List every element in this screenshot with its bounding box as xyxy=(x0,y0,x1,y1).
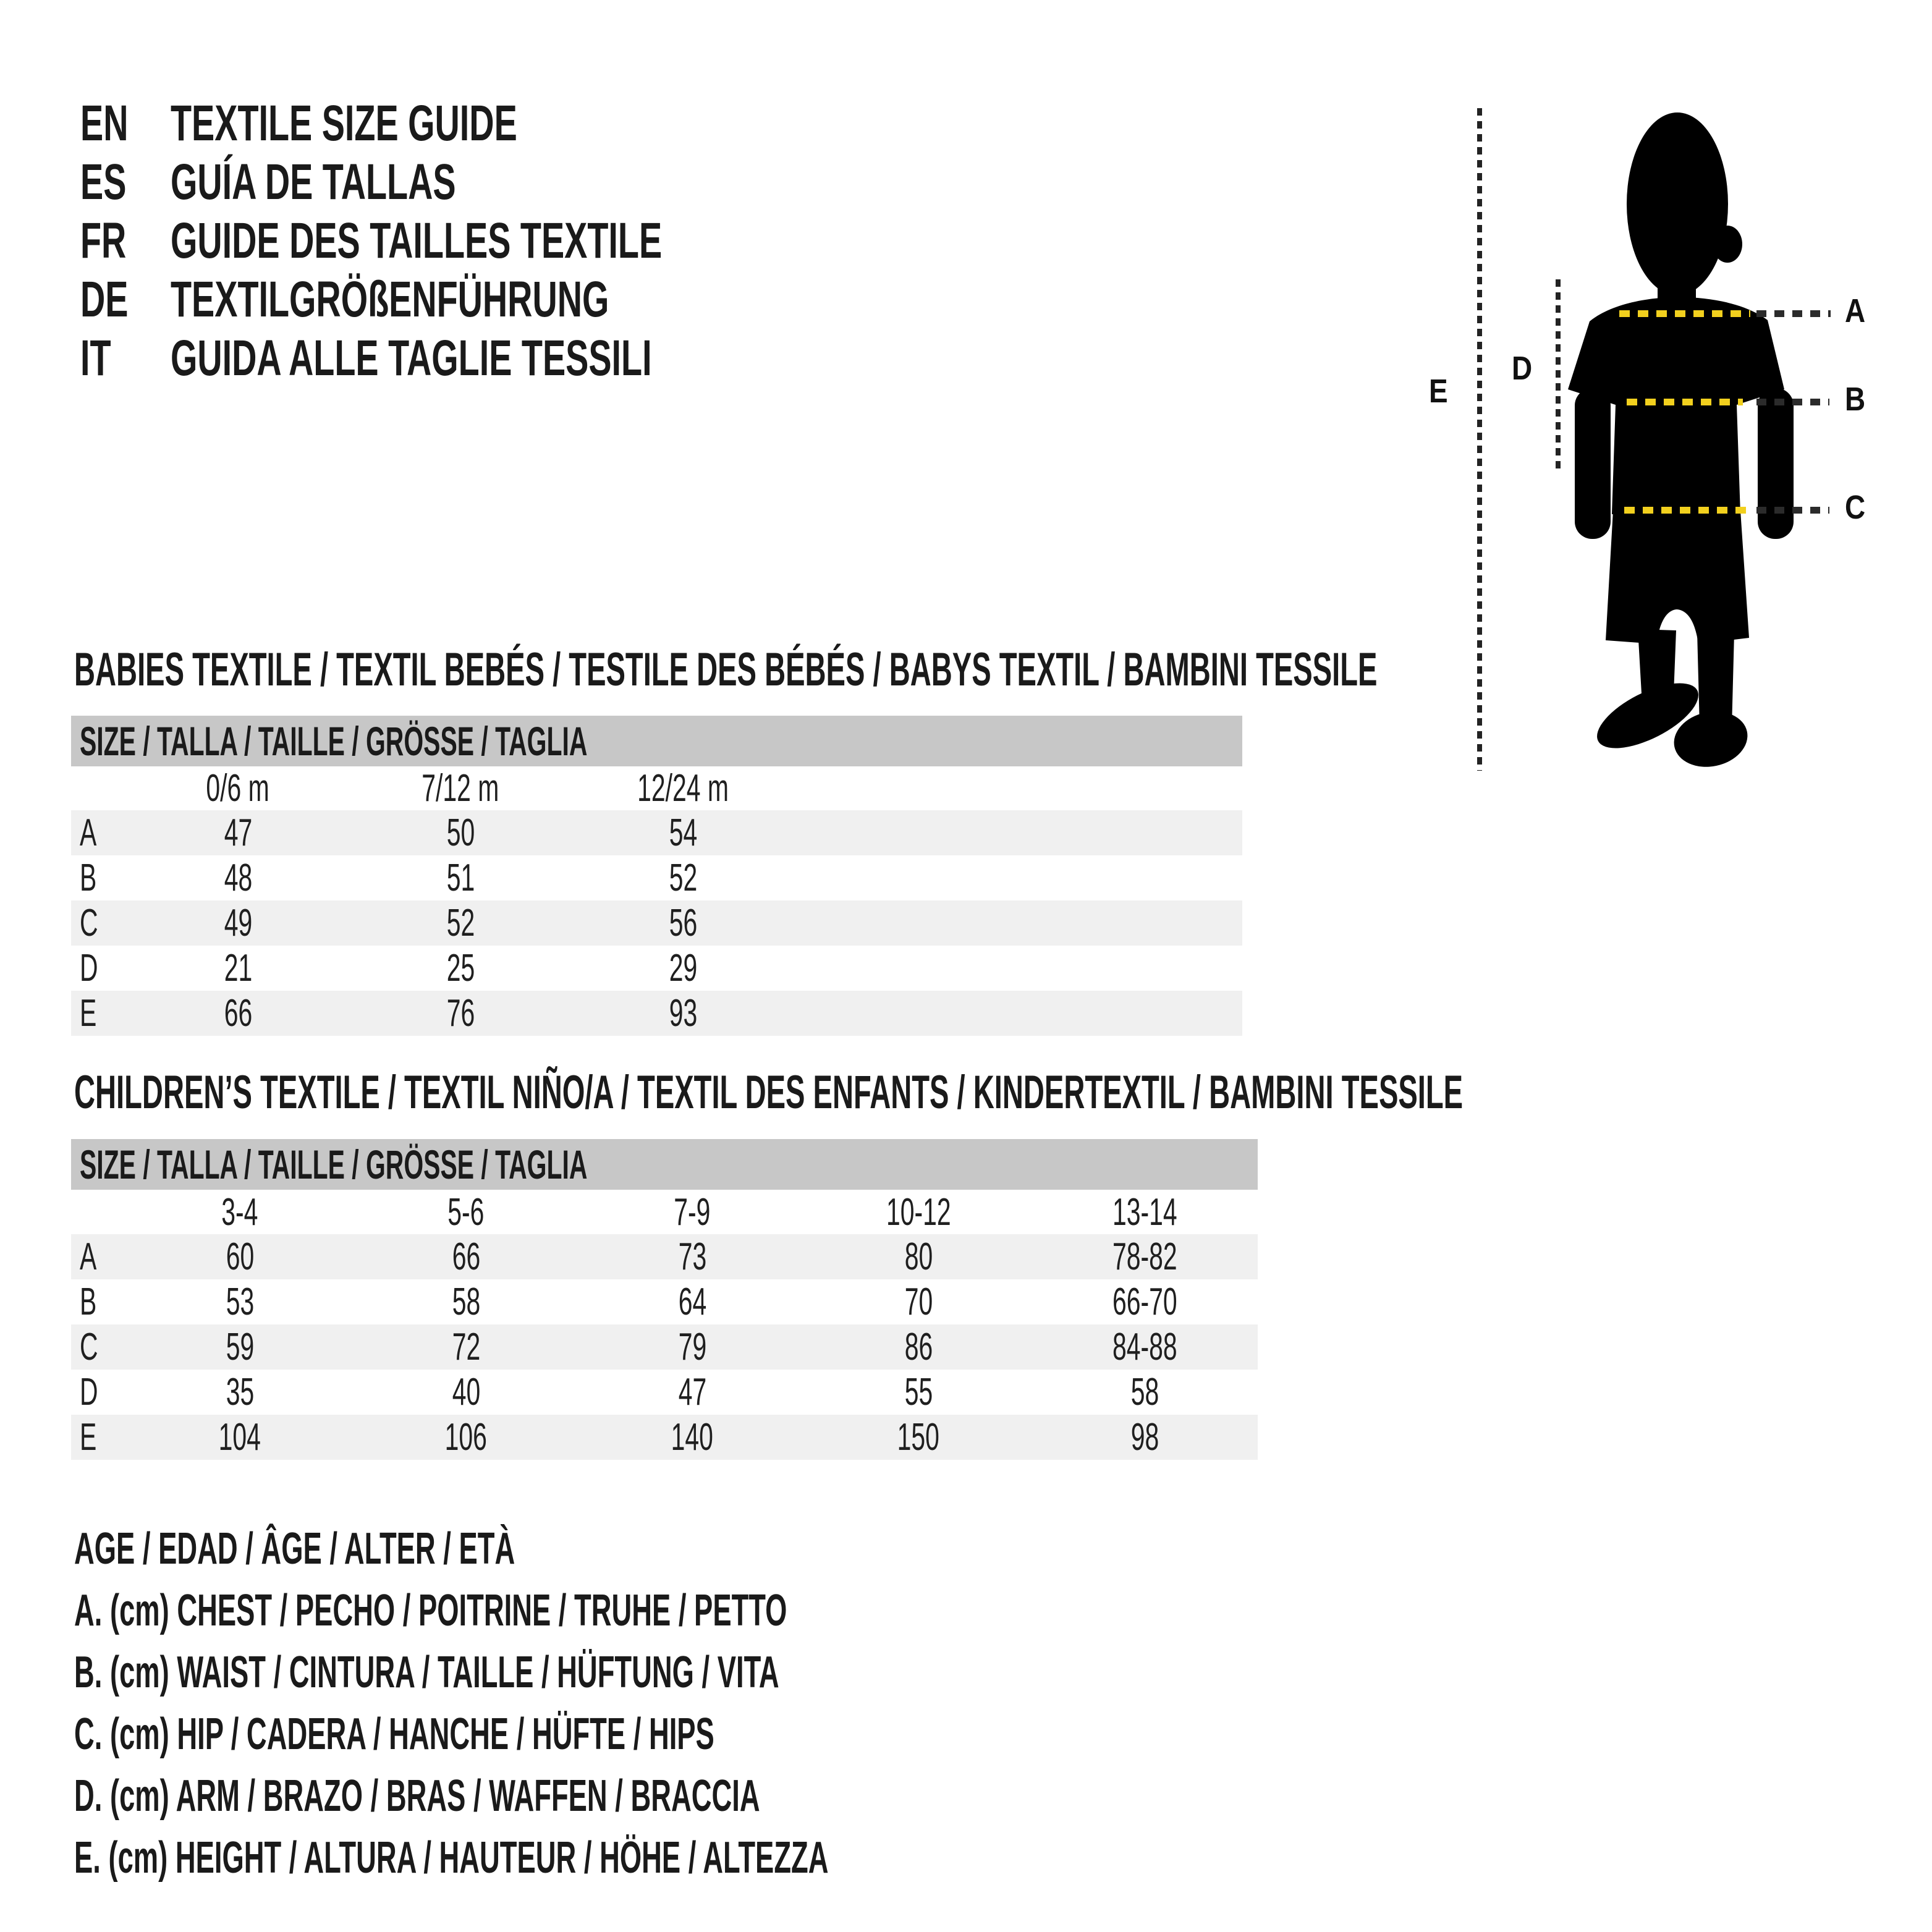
lang-title: GUÍA DE TALLAS xyxy=(171,154,456,210)
cell: 104 xyxy=(218,1416,261,1459)
cell: 66 xyxy=(452,1235,480,1278)
column-header: 0/6 m xyxy=(206,767,270,810)
cell: 66 xyxy=(224,992,252,1035)
column-header: 12/24 m xyxy=(637,767,729,810)
cell: 84-88 xyxy=(1112,1326,1177,1368)
lang-title: TEXTILGRÖßENFÜHRUNG xyxy=(171,271,609,328)
cell: 55 xyxy=(904,1371,933,1413)
table-row xyxy=(71,946,1242,991)
lang-title: GUIDE DES TAILLES TEXTILE xyxy=(171,213,663,269)
cell: 21 xyxy=(224,947,252,989)
waist-measure-line-body xyxy=(1627,399,1743,405)
table-row xyxy=(71,810,1242,855)
column-header: 13-14 xyxy=(1112,1191,1177,1234)
cell: 35 xyxy=(226,1371,254,1413)
legend-arm: D. (cm) ARM / BRAZO / BRAS / WAFFEN / BRACCIA xyxy=(74,1771,760,1821)
children-section-title: CHILDREN’S TEXTILE / TEXTIL NIÑO/A / TEXTIL DES ENFANTS / KINDERTEXTIL / BAMBINI TESSILE xyxy=(74,1066,1464,1119)
cell: 66-70 xyxy=(1112,1281,1177,1323)
babies-column-header-row xyxy=(71,766,1242,810)
lang-row-it xyxy=(80,331,878,386)
cell: 29 xyxy=(669,947,697,989)
table-row xyxy=(71,1234,1258,1279)
cell: 79 xyxy=(678,1326,706,1368)
legend-waist: B. (cm) WAIST / CINTURA / TAILLE / HÜFTUNG / VITA xyxy=(74,1648,779,1697)
cell: 106 xyxy=(444,1416,488,1459)
cell: 78-82 xyxy=(1112,1235,1177,1278)
cell: 76 xyxy=(446,992,475,1035)
children-size-table xyxy=(71,1190,1258,1460)
cell: 150 xyxy=(897,1416,940,1459)
column-header: 7/12 m xyxy=(422,767,499,810)
row-label: B xyxy=(80,857,97,899)
label-waist-b: B xyxy=(1845,381,1866,418)
cell: 64 xyxy=(678,1281,706,1323)
row-label: E xyxy=(80,992,97,1035)
cell: 56 xyxy=(669,902,697,944)
chest-measure-line-body xyxy=(1619,310,1750,317)
cell: 53 xyxy=(226,1281,254,1323)
legend-age: AGE / EDAD / ÂGE / ALTER / ETÀ xyxy=(74,1524,515,1574)
children-column-header-row xyxy=(71,1190,1258,1234)
row-label: D xyxy=(80,1371,98,1413)
label-chest-a: A xyxy=(1845,292,1866,329)
cell: 25 xyxy=(446,947,475,989)
table-row xyxy=(71,1279,1258,1324)
cell: 140 xyxy=(671,1416,714,1459)
table-row xyxy=(71,1324,1258,1370)
cell: 93 xyxy=(669,992,697,1035)
cell: 52 xyxy=(446,902,475,944)
table-row xyxy=(71,900,1242,946)
label-hip-c: C xyxy=(1845,489,1866,526)
lang-code: IT xyxy=(80,330,111,386)
row-label: C xyxy=(80,1326,98,1368)
table-row xyxy=(71,991,1242,1036)
column-header: 3-4 xyxy=(221,1191,258,1234)
row-label: A xyxy=(80,811,97,854)
cell: 58 xyxy=(452,1281,480,1323)
lang-code: EN xyxy=(80,95,129,151)
cell: 60 xyxy=(226,1235,254,1278)
cell: 52 xyxy=(669,857,697,899)
chest-measure-line-ext xyxy=(1756,310,1831,317)
row-label: C xyxy=(80,902,98,944)
cell: 50 xyxy=(446,811,475,854)
row-label: E xyxy=(80,1416,97,1459)
cell: 51 xyxy=(446,857,475,899)
column-header: 10-12 xyxy=(886,1191,951,1234)
cell: 54 xyxy=(669,811,697,854)
cell: 80 xyxy=(904,1235,933,1278)
hip-measure-line-body xyxy=(1624,507,1750,514)
legend-chest: A. (cm) CHEST / PECHO / POITRINE / TRUHE / PETTO xyxy=(74,1586,787,1635)
column-header: 5-6 xyxy=(447,1191,485,1234)
column-header: 7-9 xyxy=(674,1191,711,1234)
lang-code: FR xyxy=(80,213,127,269)
legend-height: E. (cm) HEIGHT / ALTURA / HAUTEUR / HÖHE / ALTEZZA xyxy=(74,1833,829,1883)
babies-section-title: BABIES TEXTILE / TEXTIL BEBÉS / TESTILE DES BÉBÉS / BABYS TEXTIL / BAMBINI TESSILE xyxy=(74,643,1378,696)
cell: 70 xyxy=(904,1281,933,1323)
lang-title: TEXTILE SIZE GUIDE xyxy=(171,95,517,151)
hip-measure-line-ext xyxy=(1756,507,1829,514)
lang-row-en xyxy=(80,96,680,151)
lang-row-fr xyxy=(80,213,893,269)
row-label: A xyxy=(80,1235,97,1278)
row-label: B xyxy=(80,1281,97,1323)
cell: 98 xyxy=(1130,1416,1159,1459)
waist-measure-line-ext xyxy=(1756,399,1829,405)
cell: 58 xyxy=(1130,1371,1159,1413)
label-height-e: E xyxy=(1429,373,1448,410)
row-label: D xyxy=(80,947,98,989)
cell: 49 xyxy=(224,902,252,944)
label-arm-d: D xyxy=(1512,350,1533,387)
cell: 47 xyxy=(224,811,252,854)
babies-table-header-bar: SIZE / TALLA / TAILLE / GRÖSSE / TAGLIA xyxy=(71,716,1242,766)
table-row xyxy=(71,1415,1258,1460)
lang-code: DE xyxy=(80,271,129,328)
table-row xyxy=(71,855,1242,900)
cell: 86 xyxy=(904,1326,933,1368)
cell: 73 xyxy=(678,1235,706,1278)
cell: 72 xyxy=(452,1326,480,1368)
cell: 40 xyxy=(452,1371,480,1413)
children-table-header-bar: SIZE / TALLA / TAILLE / GRÖSSE / TAGLIA xyxy=(71,1139,1258,1190)
lang-row-es xyxy=(80,155,590,210)
lang-code: ES xyxy=(80,154,127,210)
lang-row-de xyxy=(80,272,815,328)
lang-title: GUIDA ALLE TAGLIE TESSILI xyxy=(171,330,652,386)
cell: 59 xyxy=(226,1326,254,1368)
cell: 48 xyxy=(224,857,252,899)
babies-size-table xyxy=(71,766,1242,1036)
table-row xyxy=(71,1370,1258,1415)
legend-hip: C. (cm) HIP / CADERA / HANCHE / HÜFTE / HIPS xyxy=(74,1710,714,1759)
cell: 47 xyxy=(678,1371,706,1413)
